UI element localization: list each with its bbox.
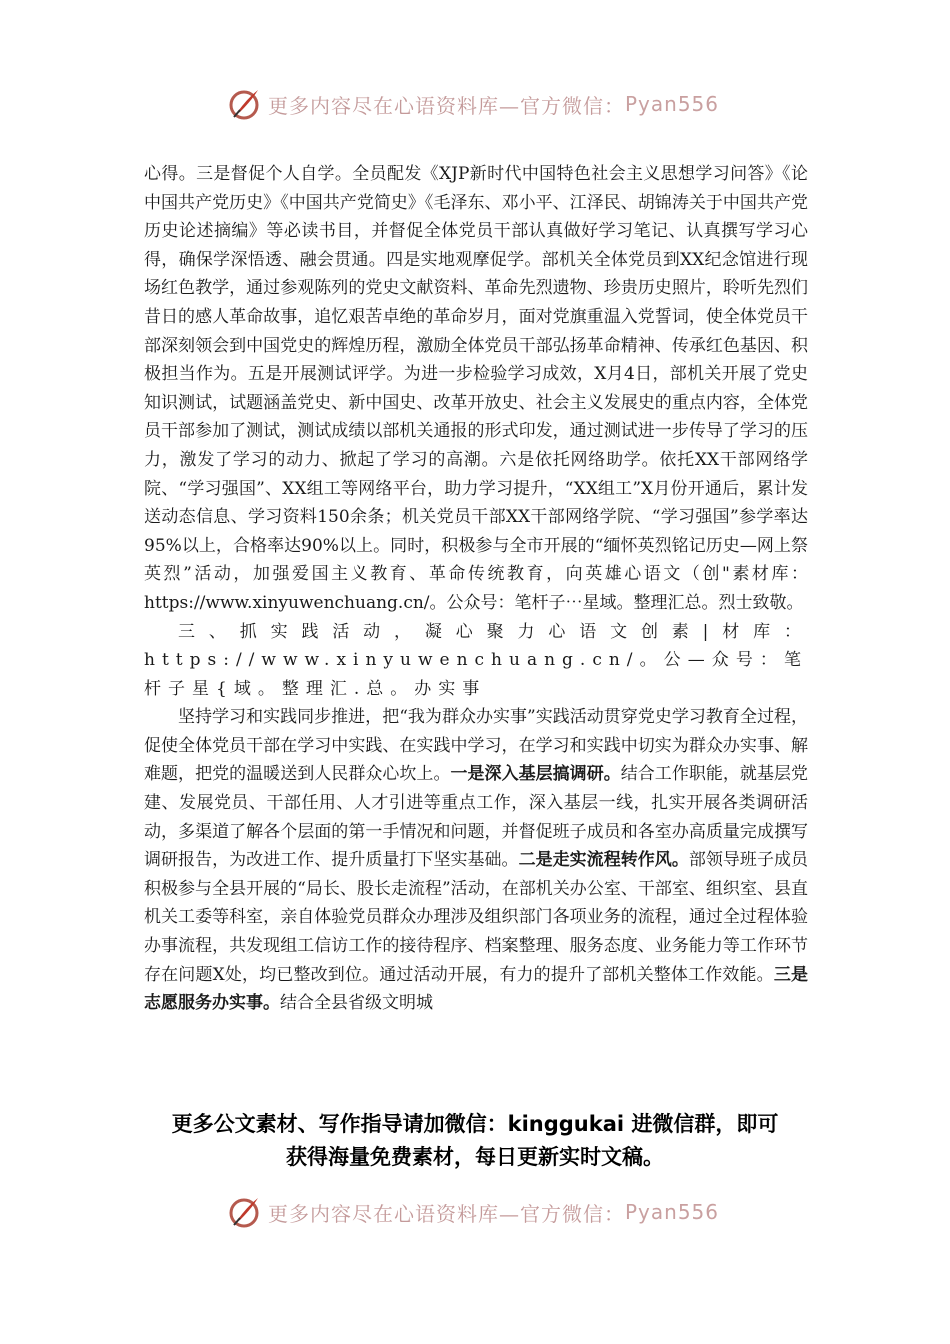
header-banner-id: Pyan556 (625, 92, 720, 116)
practice-intro: 坚持学习和实践同步推进，把“我为群众办实事”实践活动贯穿党史学习教育全过程，促使全体党员干部在学习中实践、在实践中学习，在学习和实践中切实为群众办实事、解难题，把党的温暖送到人民群众心坎上。 (144, 707, 808, 785)
practice-point-2: 二是走实流程转作风。 (518, 850, 689, 871)
promo-block (100, 1108, 850, 1174)
practice-text-3: 结合全县省级文明城 (280, 993, 433, 1014)
quill-logo-icon (226, 86, 262, 122)
footer-banner (226, 1192, 786, 1232)
footer-banner-text: 更多内容尽在心语资料库—官方微信： (268, 1201, 625, 1226)
practice-text-1: 结合工作职能，就基层党建、发展党员、干部任用、人才引进等重点工作，深入基层一线，扎实开展各类调研活动，多渠道了解各个层面的第一手情况和问题，并督促班子成员和各室办高质量完成撰写调研报告，为改进工作、提升质量打下坚实基础。 (144, 764, 809, 871)
paragraph-practice (144, 703, 808, 1018)
quill-logo-icon (226, 1194, 262, 1230)
section-heading: 三、抓实践活动，凝心聚力心语文创素|材库：https://www.xinyuwenchuang.cn/。公—众号：笔杆子星{域。整理汇.总。办实事 (144, 621, 808, 699)
promo-line-1: 更多公文素材、写作指导请加微信：kinggukai 进微信群，即可 (171, 1112, 779, 1136)
practice-point-3: 三是志愿服务办实事。 (144, 964, 808, 1014)
header-banner (226, 84, 786, 124)
paragraph-study: 心得。三是督促个人自学。全员配发《XJP新时代中国特色社会主义思想学习问答》《论中国共产党历史》《中国共产党简史》《毛泽东、邓小平、江泽民、胡锦涛关于中国共产党历史论述摘编》等必读书目，并督促全体党员干部认真做好学习笔记、认真撰写学习心得，确保学深悟透、融会贯通。四是实地观摩促学。部机关全体党员到XX纪念馆进行现场红色教学，通过参观陈列的党史文献资料、革命先烈遗物、珍贵历史照片，聆听先烈们昔日的感人革命故事，追忆艰苦卓绝的革命岁月，面对党旗重温入党誓词，使全体党员干部深刻领会到中国党史的辉煌历程，激励全体党员干部弘扬革命精神、传承红色基因、积极担当作为。五是开展测试评学。为进一步检验学习成效，X月4日，部机关开展了党史知识测试，试题涵盖党史、新中国史、改革开放史、社会主义发展史的重点内容，全体党员干部参加了测试，测试成绩以部机关通报的形式印发，通过测试进一步传导了学习的压力，激发了学习的动力、掀起了学习的高潮。六是依托网络助学。依托XX干部网络学院、“学习强国”、XX组工等网络平台，助力学习提升，“XX组工”X月份开通后，累计发送动态信息、学习资料150余条；机关党员干部XX干部网络学院、“学习强国”参学率达95%以上，合格率达90%以上。同时，积极参与全市开展的“缅怀英烈铭记历史—网上祭英烈”活动，加强爱国主义教育、革命传统教育，向英雄心语文（创"素材库：https://www.xinyuwenchuang.cn/。公众号：笔杆子⋯星域。整理汇总。烈士致敬。 (144, 164, 808, 613)
practice-text-2: 部领导班子成员积极参与全县开展的“局长、股长走流程”活动，在部机关办公室、干部室、组织室、县直机关工委等科室，亲自体验党员群众办理涉及组织部门各项业务的流程，通过全过程体验办事流程，共发现组工信访工作的接待程序、档案整理、服务态度、业务能力等工作环节存在问题X处，均已整改到位。通过活动开展，有力的提升了部机关整体工作效能。 (144, 850, 809, 985)
header-banner-text: 更多内容尽在心语资料库—官方微信： (268, 93, 625, 118)
promo-line-2: 获得海量免费素材，每日更新实时文稿。 (286, 1145, 664, 1169)
document-body (144, 160, 808, 1018)
practice-point-1: 一是深入基层搞调研。 (450, 764, 621, 785)
footer-banner-id: Pyan556 (625, 1200, 720, 1224)
